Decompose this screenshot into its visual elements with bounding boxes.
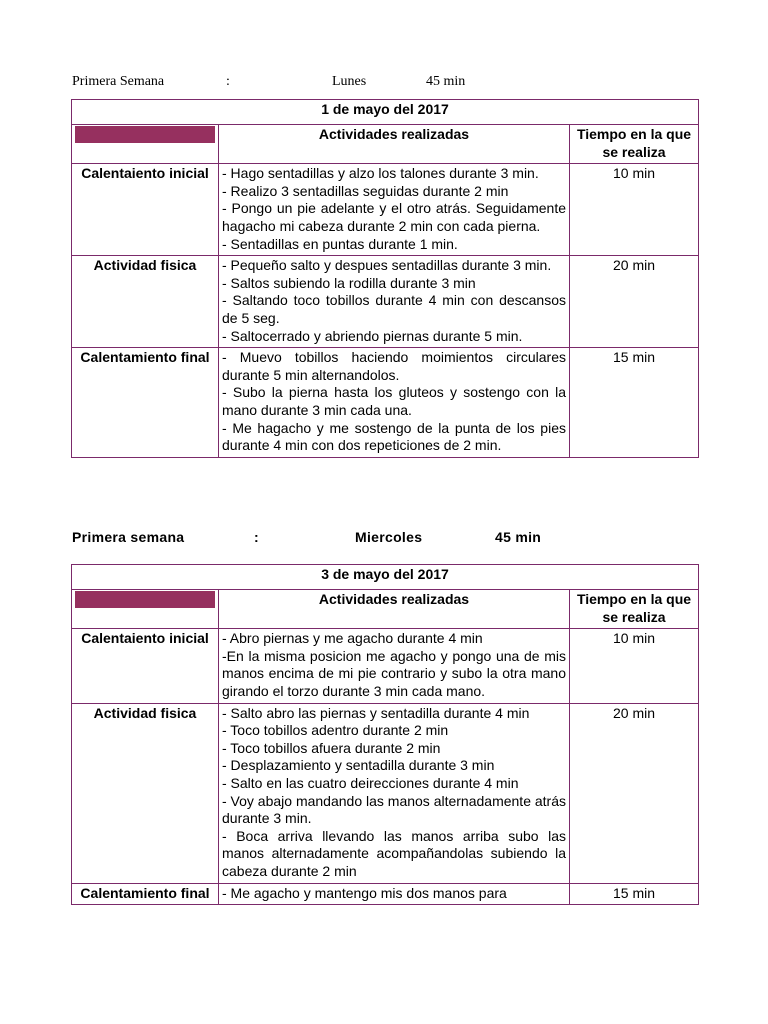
- week-label: Primera semana: [72, 529, 185, 545]
- activity-item: - Pongo un pie adelante y el otro atrás. Seguidamente hagacho mi cabeza durante 2 min con cada pierna.: [222, 200, 566, 234]
- column-header-row: [72, 590, 699, 629]
- day-label: Miercoles: [355, 529, 423, 545]
- table-row: [72, 703, 699, 883]
- header-corner-cell: [72, 125, 219, 164]
- duration-label: 45 min: [426, 74, 466, 89]
- time-column-header: Tiempo en la que se realiza: [570, 125, 699, 164]
- activity-item: - Boca arriva llevando las manos arriba subo las manos alternadamente acompañandolas subiendo la cabeza durante 2 min: [222, 827, 566, 879]
- time-cell: 15 min: [570, 883, 699, 905]
- activity-item: - Pequeño salto y despues sentadillas durante 3 min.: [222, 257, 552, 274]
- activity-item: - Salto en las cuatro deirecciones durante 4 min: [222, 774, 519, 791]
- activity-item: - Sentadillas en puntas durante 1 min.: [222, 235, 458, 252]
- date-row: [72, 100, 699, 125]
- schedule-table-may-1: [71, 99, 699, 458]
- activity-item: - Me agacho y mantengo mis dos manos para: [222, 884, 507, 901]
- time-cell: 20 min: [570, 256, 699, 348]
- activity-item: - Realizo 3 sentadillas seguidas durante 2 min: [222, 182, 509, 199]
- activity-item: - Hago sentadillas y alzo los talones durante 3 min.: [222, 165, 539, 182]
- activities-cell: [219, 164, 570, 256]
- activity-item: - Salto abro las piernas y sentadilla durante 4 min: [222, 704, 530, 721]
- header-corner-cell: [72, 590, 219, 629]
- date-title: 1 de mayo del 2017: [72, 100, 699, 125]
- activity-item: - Toco tobillos adentro durante 2 min: [222, 722, 449, 739]
- activity-item: - Saltos subiendo la rodilla durante 3 min: [222, 274, 476, 291]
- row-label: Calentamiento final: [72, 348, 219, 458]
- time-cell: 15 min: [570, 348, 699, 458]
- activity-item: - Subo la pierna hasta los gluteos y sostengo con la mano durante 3 min cada una.: [222, 384, 566, 418]
- row-label: Calentamiento final: [72, 883, 219, 905]
- activities-column-header: Actividades realizadas: [219, 125, 570, 164]
- week-label: Primera Semana: [72, 74, 165, 89]
- date-row: [72, 565, 699, 590]
- table-row: [72, 883, 699, 905]
- activity-item: - Abro piernas y me agacho durante 4 min: [222, 630, 483, 647]
- table-row: [72, 164, 699, 256]
- activities-cell: [219, 629, 570, 703]
- activity-item: - Desplazamiento y sentadilla durante 3 min: [222, 757, 495, 774]
- schedule-table-may-3: [71, 564, 699, 905]
- column-header-row: [72, 125, 699, 164]
- table-row: [72, 348, 699, 458]
- duration-label: 45 min: [495, 529, 542, 545]
- activity-item: - Saltando toco tobillos durante 4 min con descansos de 5 seg.: [222, 292, 566, 326]
- header-colon: :: [254, 529, 259, 545]
- activity-item: - Me hagacho y me sostengo de la punta de los pies durante 4 min con dos repeticiones de 2 min.: [222, 419, 566, 454]
- header-colon: :: [226, 74, 230, 89]
- activity-item: - Toco tobillos afuera durante 2 min: [222, 739, 441, 756]
- time-cell: 10 min: [570, 164, 699, 256]
- row-label: Calentaiento inicial: [72, 629, 219, 703]
- date-title: 3 de mayo del 2017: [72, 565, 699, 590]
- activity-item: - Voy abajo mandando las manos alternadamente atrás durante 3 min.: [222, 792, 566, 827]
- activity-item: - Muevo tobillos haciendo moimientos circulares durante 5 min alternandolos.: [222, 349, 566, 383]
- time-cell: 10 min: [570, 629, 699, 703]
- activities-column-header: Actividades realizadas: [219, 590, 570, 629]
- activity-item: - Saltocerrado y abriendo piernas durante 5 min.: [222, 327, 523, 344]
- header-color-bar: [75, 126, 215, 143]
- table-row: [72, 629, 699, 703]
- activities-cell: [219, 348, 570, 458]
- time-column-header: Tiempo en la que se realiza: [570, 590, 699, 629]
- activity-item: -En la misma posicion me agacho y pongo una de mis manos encima de mi pie contrario y subo la otra mano girando el torzo durante 3 min cada mano.: [222, 647, 566, 699]
- row-label: Actividad fisica: [72, 703, 219, 883]
- activities-cell: [219, 883, 570, 905]
- header-color-bar: [75, 591, 215, 608]
- table-row: [72, 256, 699, 348]
- day-label: Lunes: [332, 74, 367, 89]
- time-cell: 20 min: [570, 703, 699, 883]
- row-label: Actividad fisica: [72, 256, 219, 348]
- activities-cell: [219, 703, 570, 883]
- activities-cell: [219, 256, 570, 348]
- row-label: Calentaiento inicial: [72, 164, 219, 256]
